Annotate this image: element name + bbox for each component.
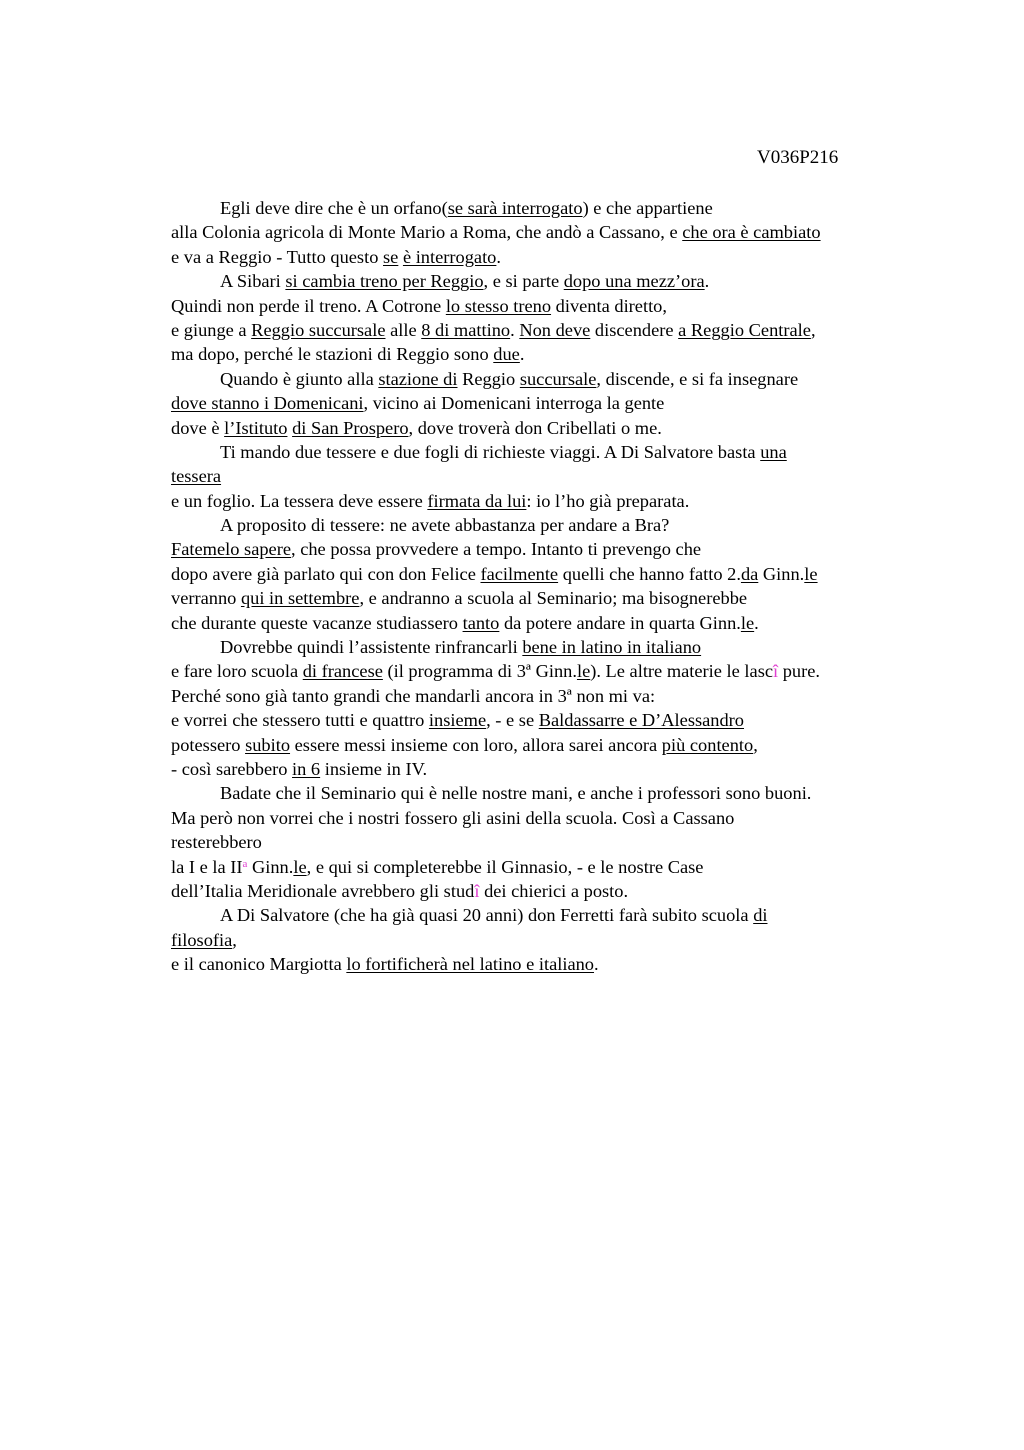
text-run: Egli deve dire che è un orfano(: [220, 198, 448, 218]
underlined-text: le: [293, 856, 307, 877]
text-run: , e qui si completerebbe il Ginnasio, - e le nostre Case: [306, 856, 704, 877]
underlined-text: se: [383, 246, 399, 267]
underlined-text: tanto: [462, 612, 500, 633]
text-run: : io l’ho già preparata.: [526, 490, 690, 511]
underlined-text: qui in settembre: [240, 588, 360, 609]
text-run: .: [496, 246, 501, 267]
text-run: e un foglio. La tessera deve essere: [171, 490, 428, 511]
underlined-text: filosofia: [171, 929, 233, 950]
underlined-text: due: [493, 344, 520, 365]
text-run: ,: [232, 929, 237, 950]
text-line: [171, 196, 911, 220]
text-run: Ma però non vorrei che i nostri fossero gli asini della scuola. Così a Cassano: [171, 807, 735, 828]
text-line: [171, 806, 911, 830]
text-line: [171, 220, 911, 244]
text-run: discendere: [590, 319, 679, 340]
text-line: [171, 367, 911, 391]
text-run: .: [704, 271, 710, 292]
text-run: ,: [753, 734, 758, 755]
underlined-text: bene in latino in italiano: [522, 637, 702, 658]
page-id: V036P216: [757, 147, 839, 168]
underlined-text: facilmente: [480, 563, 559, 584]
text-run: .: [594, 954, 599, 975]
text-line: [171, 586, 911, 610]
text-line: [171, 391, 911, 415]
text-line: [171, 708, 911, 732]
text-run: Badate che il Seminario qui è nelle nostre mani, e anche i professori sono buoni.: [220, 783, 812, 804]
text-run: , e andranno a scuola al Seminario; ma bisognerebbe: [359, 588, 748, 609]
text-run: ,: [810, 319, 816, 340]
text-line: [171, 489, 911, 513]
text-run: Reggio: [457, 368, 520, 389]
text-run: insieme in IV.: [320, 758, 428, 779]
text-run: alla Colonia agricola di Monte Mario a Roma, che andò a Cassano, e: [171, 222, 683, 243]
underlined-text: 8 di mattino: [421, 319, 511, 340]
text-run: e va a Reggio - Tutto questo: [171, 246, 383, 267]
text-run: dei chierici a posto.: [479, 880, 629, 901]
underlined-text: di francese: [302, 661, 383, 682]
text-run: pure.: [778, 661, 821, 682]
text-run: dopo avere già parlato qui con don Felice: [171, 563, 481, 584]
text-run: e vorrei che stessero tutti e quattro: [171, 710, 429, 731]
underlined-text: di San Prospero: [292, 417, 409, 438]
text-line: [171, 464, 911, 488]
text-run: Perché sono già tanto grandi che mandarli ancora in 3ª non mi va:: [171, 685, 656, 706]
text-run: .: [754, 612, 759, 633]
underlined-text: tessera: [171, 466, 222, 487]
text-line: [171, 855, 911, 879]
text-run: e giunge a: [171, 319, 252, 340]
text-line: [171, 928, 911, 952]
letter-text: [171, 196, 911, 977]
text-line: [171, 830, 911, 854]
underlined-text: se sarà interrogato: [447, 198, 583, 218]
text-run: e fare loro scuola: [171, 661, 303, 682]
text-line: [171, 342, 911, 366]
text-run: , dove troverà don Cribellati o me.: [408, 417, 662, 438]
text-run: Quindi non perde il treno. A Cotrone: [171, 295, 446, 316]
underlined-text: a Reggio Centrale: [678, 319, 811, 340]
text-run: Quando è giunto alla: [220, 368, 379, 389]
text-line: [171, 318, 911, 342]
text-run: dove è: [171, 417, 225, 438]
underlined-text: le: [804, 563, 818, 584]
text-run: essere messi insieme con loro, allora sarei ancora: [290, 734, 662, 755]
text-run: , discende, e si fa insegnare: [596, 368, 799, 389]
text-run: .: [519, 344, 525, 365]
text-run: verranno: [171, 588, 241, 609]
text-run: resterebbero: [171, 832, 262, 853]
underlined-text: Non deve: [519, 319, 591, 340]
text-run: , e si parte: [483, 271, 564, 292]
underlined-text: le: [576, 661, 591, 682]
text-run: , vicino ai Domenicani interroga la gente: [363, 393, 665, 414]
text-run: Ginn.: [247, 856, 294, 877]
underlined-text: in 6: [292, 758, 321, 779]
text-run: A Sibari: [220, 271, 286, 292]
text-run: potessero: [171, 734, 246, 755]
text-run: Ginn.: [758, 563, 805, 584]
underlined-text: di: [753, 905, 768, 926]
underlined-text: firmata da lui: [427, 490, 527, 511]
text-line: [171, 440, 911, 464]
text-line: [171, 294, 911, 318]
text-run: Dovrebbe quindi l’assistente rinfrancarli: [220, 637, 523, 658]
text-run: , che possa provvedere a tempo. Intanto ti prevengo che: [291, 539, 702, 560]
text-run: ) e che appartiene: [582, 198, 713, 218]
underlined-text: lo stesso treno: [445, 295, 552, 316]
text-run: che durante queste vacanze studiassero: [171, 612, 463, 633]
underlined-text: Reggio succursale: [251, 319, 386, 340]
underlined-text: che ora è cambiato: [682, 222, 821, 243]
text-run: , - e se: [486, 710, 539, 731]
text-line: [171, 611, 911, 635]
underlined-text: Fatemelo sapere: [171, 539, 291, 560]
text-run: ). Le altre materie le lasc: [590, 661, 774, 682]
underlined-text: una: [760, 441, 787, 462]
underlined-text: l’Istituto: [224, 417, 288, 438]
text-run: A proposito di tessere: ne avete abbastanza per andare a Bra?: [220, 515, 670, 536]
underlined-text: insieme: [428, 710, 487, 731]
text-run: ma dopo, perché le stazioni di Reggio sono: [171, 344, 494, 365]
underlined-text: stazione di: [378, 368, 458, 389]
underlined-text: le: [740, 612, 755, 633]
superscript-mark: a: [242, 857, 248, 870]
marked-character: î: [773, 661, 779, 682]
text-line: [171, 733, 911, 757]
text-run: alle: [385, 319, 422, 340]
text-run: e il canonico Margiotta: [171, 954, 347, 975]
text-line: [171, 416, 911, 440]
text-line: [171, 513, 911, 537]
text-run: Ti mando due tessere e due fogli di richieste viaggi. A Di Salvatore basta: [220, 441, 761, 462]
underlined-text: lo fortificherà nel latino e italiano: [346, 954, 595, 975]
text-line: [171, 903, 911, 927]
text-run: diventa diretto,: [551, 295, 667, 316]
text-line: [171, 245, 911, 269]
text-line: [171, 952, 911, 976]
text-run: A Di Salvatore (che ha già quasi 20 anni) don Ferretti farà subito scuola: [220, 905, 754, 926]
underlined-text: succursale: [519, 368, 597, 389]
text-line: [171, 659, 911, 683]
underlined-text: subito: [245, 734, 291, 755]
text-line: [171, 562, 911, 586]
text-line: [171, 537, 911, 561]
text-line: [171, 757, 911, 781]
text-line: [171, 269, 911, 293]
text-run: da potere andare in quarta Ginn.: [499, 612, 741, 633]
underlined-text: Baldassarre e D’Alessandro: [538, 710, 745, 731]
text-run: (il programma di 3ª Ginn.: [382, 661, 577, 682]
underlined-text: più contento: [661, 734, 754, 755]
underlined-text: dopo una mezz’ora: [563, 271, 705, 292]
text-line: [171, 635, 911, 659]
text-run: quelli che hanno fatto 2.: [558, 563, 741, 584]
text-run: .: [510, 319, 520, 340]
text-line: [171, 879, 911, 903]
text-run: - così sarebbero: [171, 758, 293, 779]
marked-character: î: [474, 880, 480, 901]
underlined-text: si cambia treno per Reggio: [285, 271, 484, 292]
text-line: [171, 684, 911, 708]
underlined-text: è interrogato: [402, 246, 497, 267]
underlined-text: dove stanno i Domenicani: [171, 393, 364, 414]
text-run: dell’Italia Meridionale avrebbero gli stud: [171, 880, 475, 901]
text-run: la I e la II: [171, 856, 243, 877]
text-line: [171, 781, 911, 805]
underlined-text: da: [740, 563, 759, 584]
